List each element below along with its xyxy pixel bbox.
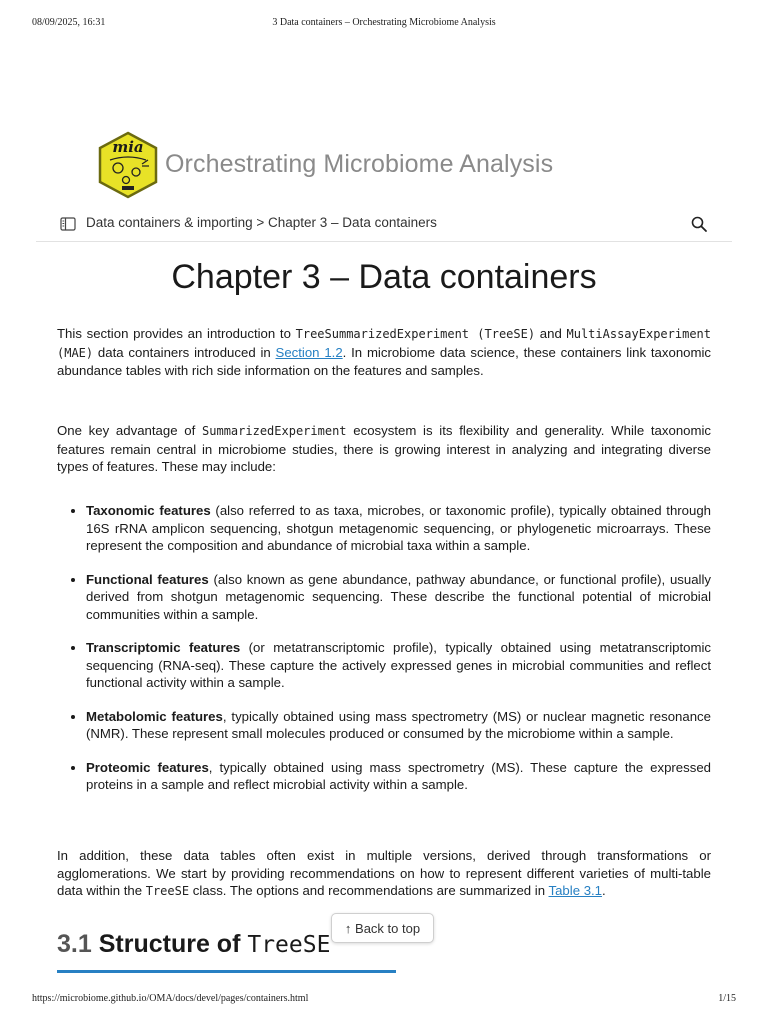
section-code: TreeSE [247, 932, 331, 958]
feature-list [57, 502, 711, 794]
section-title: Structure of [98, 930, 241, 958]
search-icon [690, 215, 708, 233]
list-item: Functional features (also known as gene abundance, pathway abundance, or functional profile), usually derived from shotgun metagenomic sequencing. These describe the functional potential of microbial communities within a sample. [57, 571, 711, 624]
inline-code: TreeSummarizedExperiment (TreeSE) [295, 327, 536, 341]
print-page-title: 3 Data containers – Orchestrating Microbiome Analysis [272, 17, 496, 28]
search-button[interactable] [690, 215, 708, 233]
breadcrumb-part[interactable]: Data containers & importing [86, 215, 253, 230]
breadcrumb-chapter[interactable]: Chapter 3 – Data containers [268, 215, 437, 230]
breadcrumb-separator: > [256, 215, 265, 230]
inline-code: SummarizedExperiment [202, 424, 347, 438]
back-to-top-label: Back to top [355, 921, 421, 936]
print-datetime: 08/09/2025, 16:31 [32, 17, 106, 28]
section-underline [57, 970, 396, 973]
site-logo[interactable] [96, 130, 160, 200]
inline-code: TreeSE [145, 884, 190, 898]
intro-paragraph-block [57, 325, 711, 380]
feature-list-block [57, 502, 711, 810]
sidebar-toggle-icon [60, 217, 76, 231]
breadcrumb-bar [36, 210, 732, 242]
site-title-link[interactable]: Orchestrating Microbiome Analysis [165, 150, 554, 178]
intro-paragraph: This section provides an introduction to TreeSummarizedExperiment (TreeSE) and MultiAssayExperiment (MAE) data containers introduced in Section 1.2. In microbiome data science, these containers link taxonomic abundance tables with rich side information on the features and samples. [57, 326, 711, 378]
addition-paragraph: In addition, these data tables often exist in multiple versions, derived through transformations or agglomerations. We start by providing recommendations on how to represent different varieties of multi-table data within the TreeSE class. The options and recommendations are summarized in Table 3.1. [57, 848, 711, 898]
list-item: Proteomic features, typically obtained using mass spectrometry (MS). These capture the expressed proteins in a sample and reflect microbial activity within a sample. [57, 759, 711, 794]
print-header [32, 17, 736, 31]
chapter-title: Chapter 3 – Data containers [171, 258, 597, 296]
section-number: 3.1 [57, 930, 92, 958]
section-heading [57, 930, 330, 959]
list-item: Metabolomic features, typically obtained using mass spectrometry (MS) or nuclear magnetic resonance (NMR). These represent small molecules produced or consumed by the microbiome within a sample. [57, 708, 711, 743]
section-link[interactable]: Section 1.2 [275, 344, 343, 360]
logo-text: mia [112, 138, 144, 156]
sidebar-toggle-button[interactable] [60, 217, 76, 231]
list-item: Taxonomic features (also referred to as taxa, microbes, or taxonomic profile), typically obtained through 16S rRNA amplicon sequencing, shotgun metagenomic sequencing, or phylogenetic microarrays. These represent the composition and abundance of microbial taxa within a sample. [57, 502, 711, 555]
print-page-number: 1/15 [718, 993, 736, 1004]
list-item: Transcriptomic features (or metatranscriptomic profile), typically obtained using metatranscriptomic sequencing (RNA-seq). These capture the actively expressed genes in microbial communities and reflect functional activity within a sample. [57, 639, 711, 692]
inline-code: MultiAssayExperiment (MAE) [57, 327, 711, 360]
back-to-top-button[interactable] [331, 913, 434, 943]
advantage-paragraph-block [57, 422, 711, 476]
print-footer [32, 993, 736, 1007]
print-url: https://microbiome.github.io/OMA/docs/devel/pages/containers.html [32, 993, 309, 1004]
arrow-up-icon: ↑ [344, 921, 352, 936]
site-header [96, 130, 716, 200]
table-link[interactable]: Table 3.1 [548, 883, 603, 898]
breadcrumb [86, 215, 437, 230]
advantage-paragraph: One key advantage of SummarizedExperiment ecosystem is its flexibility and generality. While taxonomic features remain central in microbiome studies, there is growing interest in analyzing and integrating diverse types of features. These may include: [57, 423, 711, 474]
addition-paragraph-block [57, 847, 711, 901]
